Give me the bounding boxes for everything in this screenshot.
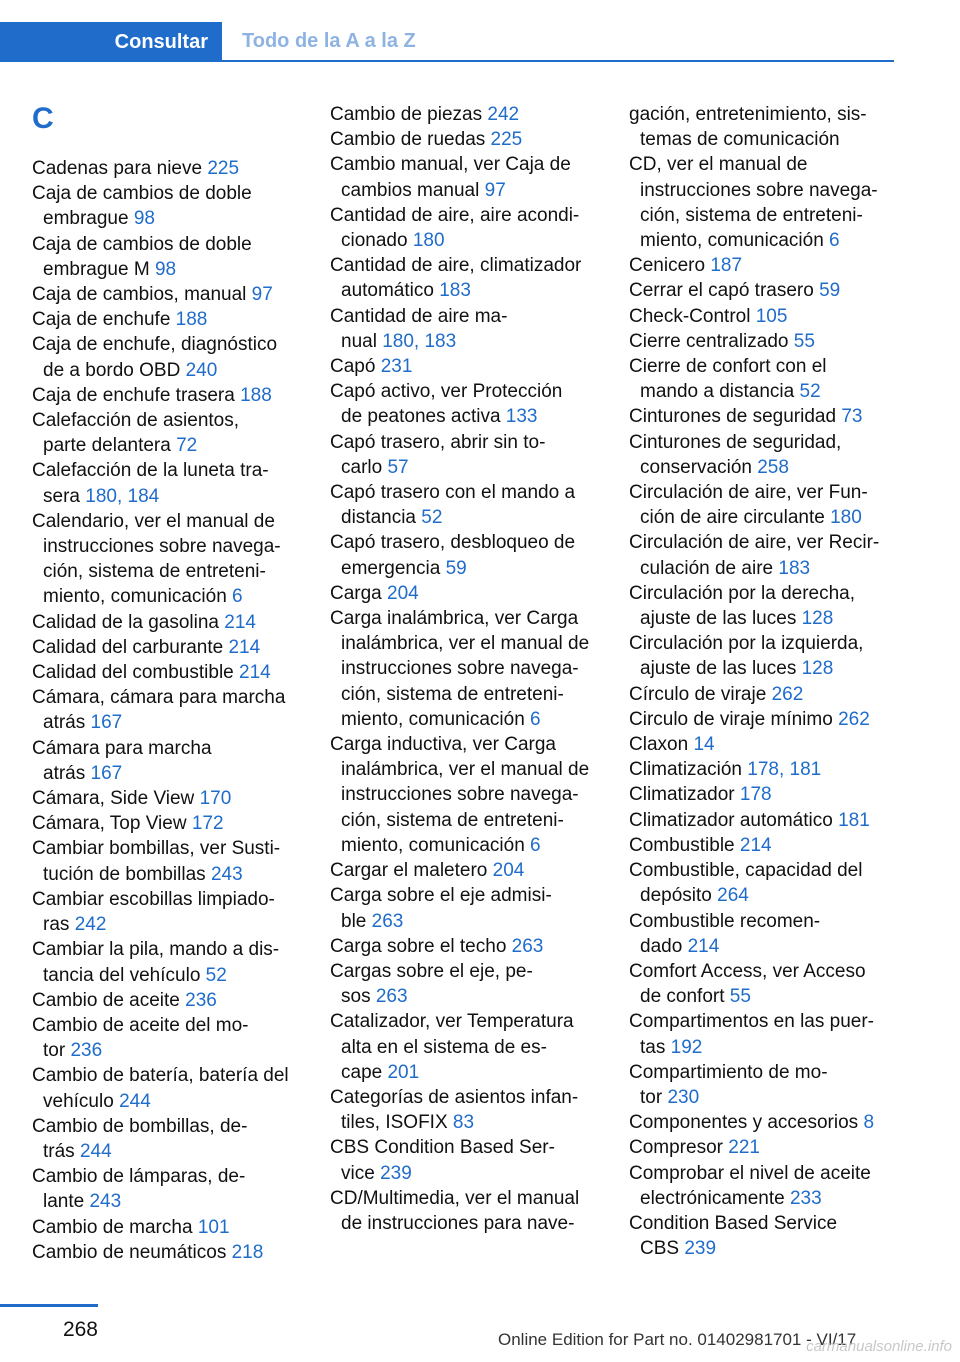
- index-entry: [629, 959, 909, 1009]
- entry-text: Combustible, capacidad del depósito: [629, 860, 863, 907]
- entry-text: Capó trasero, desbloqueo de emergencia: [330, 532, 576, 579]
- page-reference-link[interactable]: 101: [197, 1216, 230, 1238]
- entry-text: Circulación por la derecha, ajuste de las luces: [629, 582, 856, 630]
- page-reference-link[interactable]: 240: [185, 359, 218, 381]
- entry-text: Circulación de aire, ver Recir- culación de aire: [629, 532, 880, 579]
- index-entry: [330, 480, 610, 530]
- entry-text: Cámara para marcha atrás: [32, 737, 212, 784]
- entry-text: Caja de enchufe trasera: [32, 384, 235, 406]
- entry-text: Caja de enchufe: [32, 309, 171, 331]
- page-reference-link[interactable]: 180, 184: [85, 485, 160, 507]
- index-entry: [629, 581, 909, 631]
- index-entry: [32, 1240, 312, 1265]
- page-reference-link[interactable]: 263: [511, 935, 544, 957]
- page-reference-link[interactable]: 230: [667, 1086, 700, 1108]
- entry-text: Climatizador: [629, 784, 735, 806]
- page-reference-link[interactable]: 204: [492, 860, 525, 882]
- entry-text: Cambio de bombillas, de- trás: [32, 1115, 248, 1162]
- page-reference-link[interactable]: 214: [239, 662, 271, 684]
- entry-text: Cambio de aceite del mo- tor: [32, 1014, 249, 1062]
- index-entry: [32, 988, 312, 1013]
- index-entry: [629, 480, 909, 530]
- page-reference-link[interactable]: 83: [452, 1112, 475, 1134]
- index-entry: [330, 379, 610, 429]
- page-reference-link[interactable]: 262: [771, 683, 804, 705]
- index-entry: [330, 1186, 610, 1236]
- index-entry: [32, 509, 312, 610]
- entry-text: Círculo de viraje: [629, 683, 767, 705]
- entry-text: Cambio de ruedas: [330, 129, 486, 151]
- page-reference-link[interactable]: 6: [530, 834, 541, 856]
- page-reference-link[interactable]: 262: [838, 708, 870, 730]
- index-entry: [32, 156, 312, 181]
- page-reference-link[interactable]: 98: [154, 258, 177, 280]
- page-reference-link[interactable]: 133: [505, 406, 538, 428]
- index-entry: [32, 282, 312, 307]
- page-reference-link[interactable]: 52: [421, 507, 443, 529]
- index-column-1: [32, 102, 312, 1265]
- page-reference-link[interactable]: 167: [90, 762, 123, 784]
- page-number: 268: [62, 1318, 98, 1341]
- edition-note: Online Edition for Part no. 01402981701 - VI/17: [498, 1330, 857, 1349]
- entry-text: gación, entretenimiento, sis- temas de comunicación: [629, 104, 867, 151]
- page-reference-link[interactable]: 201: [387, 1061, 420, 1083]
- index-entry: [330, 530, 610, 580]
- section-letter: C: [32, 102, 54, 135]
- entry-text: Cambiar la pila, mando a dis- tancia del vehículo: [32, 939, 280, 986]
- page-reference-link[interactable]: 239: [684, 1238, 717, 1260]
- footer-rule: [0, 1304, 98, 1307]
- index-entry: [32, 836, 312, 886]
- entry-text: Combustible: [629, 834, 735, 856]
- index-entry: [32, 1063, 312, 1113]
- entry-text: Cargar el maletero: [330, 860, 488, 882]
- entry-text: Cierre de confort con el mando a distancia: [629, 356, 827, 403]
- index-entry: [330, 883, 610, 933]
- index-entry: [629, 732, 909, 757]
- index-entry: [629, 757, 909, 782]
- entry-text: Circulo de viraje mínimo: [629, 708, 833, 730]
- index-entry: [330, 732, 610, 858]
- index-entry: [32, 1164, 312, 1214]
- index-entry: [629, 808, 909, 833]
- index-entry: [32, 685, 312, 735]
- entry-text: Capó trasero con el mando a distancia: [330, 482, 576, 529]
- entry-text: Claxon: [629, 734, 689, 756]
- entry-text: Capó: [330, 356, 376, 378]
- entry-text: Componentes y accesorios: [629, 1112, 859, 1134]
- index-entry: [330, 1085, 610, 1135]
- index-entry: [629, 152, 909, 253]
- entry-text: CD, ver el manual de instrucciones sobre navega- ción, sistema de entreteni- miento, comunicación: [629, 154, 878, 252]
- entry-text: CD/Multimedia, ver el manual de instrucciones para nave-: [330, 1187, 580, 1234]
- page-reference-link[interactable]: 178, 181: [747, 759, 822, 781]
- tab-consultar[interactable]: Consultar: [0, 22, 222, 62]
- index-entry: [32, 610, 312, 635]
- page-reference-link[interactable]: 183: [439, 280, 471, 302]
- page-reference-link[interactable]: 242: [74, 914, 107, 936]
- page-reference-link[interactable]: 180, 183: [382, 330, 457, 352]
- entry-text: Cargas sobre el eje, pe- sos: [330, 960, 533, 1008]
- page-reference-link[interactable]: 6: [829, 230, 840, 252]
- page-reference-link[interactable]: 97: [251, 284, 273, 306]
- page-reference-link[interactable]: 225: [490, 129, 523, 151]
- entry-text: Caja de cambios de doble embrague M: [32, 233, 252, 280]
- index-entry: [32, 332, 312, 382]
- entry-text: Combustible recomen- dado: [629, 910, 821, 957]
- entry-text: Comfort Access, ver Acceso de confort: [629, 960, 866, 1008]
- entry-text: Cerrar el capó trasero: [629, 280, 814, 302]
- index-entry: [629, 404, 909, 429]
- index-entry: [32, 1215, 312, 1240]
- index-entry: [32, 635, 312, 660]
- entry-text: CBS Condition Based Ser- vice: [330, 1137, 555, 1184]
- page-reference-link[interactable]: 178: [739, 784, 772, 806]
- entry-text: Cambio de lámparas, de- lante: [32, 1166, 246, 1213]
- index-entry: [629, 1009, 909, 1059]
- page-reference-link[interactable]: 214: [687, 935, 720, 957]
- index-entry: [330, 102, 610, 127]
- index-entry: [629, 833, 909, 858]
- header-bar: [0, 0, 960, 62]
- index-entry: [629, 530, 909, 580]
- index-entry: [32, 307, 312, 332]
- page-reference-link[interactable]: 244: [79, 1140, 112, 1162]
- index-entry: [629, 1060, 909, 1110]
- entry-text: Cambio de aceite: [32, 989, 180, 1011]
- page-reference-link[interactable]: 236: [185, 989, 217, 1011]
- index-entry: [330, 304, 610, 354]
- page-reference-link[interactable]: 233: [789, 1187, 822, 1209]
- page-reference-link[interactable]: 221: [728, 1137, 760, 1159]
- index-entry: [330, 934, 610, 959]
- index-entry: [32, 736, 312, 786]
- index-entry: [32, 811, 312, 836]
- page-reference-link[interactable]: 264: [717, 885, 749, 907]
- index-entry: [330, 203, 610, 253]
- page-reference-link[interactable]: 258: [757, 456, 789, 478]
- entry-text: Cenicero: [629, 255, 706, 277]
- page-reference-link[interactable]: 204: [387, 582, 419, 604]
- index-entry: [629, 253, 909, 278]
- entry-text: Carga: [330, 582, 382, 604]
- entry-text: Caja de cambios, manual: [32, 284, 247, 306]
- entry-text: Cámara, Top View: [32, 813, 187, 835]
- index-entry: [330, 858, 610, 883]
- page-reference-link[interactable]: 55: [793, 330, 815, 352]
- index-entry: [32, 660, 312, 685]
- entry-text: Carga sobre el techo: [330, 935, 507, 957]
- index-entry: [629, 430, 909, 480]
- entry-text: Cantidad de aire, climatizador automático: [330, 255, 582, 302]
- entry-text: Cierre centralizado: [629, 330, 789, 352]
- page-reference-link[interactable]: 263: [375, 986, 408, 1008]
- index-entry: [330, 581, 610, 606]
- entry-text: Cambiar escobillas limpiado- ras: [32, 888, 275, 936]
- index-entry: [629, 354, 909, 404]
- entry-text: Caja de cambios de doble embrague: [32, 183, 252, 230]
- page-reference-link[interactable]: 52: [205, 964, 227, 986]
- page-reference-link[interactable]: 170: [199, 788, 232, 810]
- watermark: carmanualsonline.info: [806, 1338, 952, 1355]
- index-entry: [32, 383, 312, 408]
- entry-text: Compartimiento de mo- tor: [629, 1061, 828, 1108]
- page-reference-link[interactable]: 6: [232, 586, 243, 608]
- entry-text: Compresor: [629, 1137, 723, 1159]
- entry-text: Cambio de piezas: [330, 104, 483, 125]
- page-reference-link[interactable]: 180: [830, 507, 862, 529]
- entry-text: Calidad de la gasolina: [32, 611, 219, 633]
- index-entry: [629, 278, 909, 303]
- entry-text: Cambio de batería, batería del vehículo: [32, 1065, 289, 1112]
- index-entry: [330, 354, 610, 379]
- entry-text: Cinturones de seguridad: [629, 406, 837, 428]
- index-entry: [629, 1161, 909, 1211]
- page-reference-link[interactable]: 214: [739, 834, 772, 856]
- entry-text: Carga inalámbrica, ver Carga inalámbrica, ver el manual de instrucciones sobre navega- ción, sistema de entreteni- miento, comunicación: [330, 608, 590, 730]
- index-entry: [629, 304, 909, 329]
- page-reference-link[interactable]: 180: [412, 230, 445, 252]
- index-entry: [330, 127, 610, 152]
- entry-text: Cinturones de seguridad, conservación: [629, 431, 842, 478]
- entry-text: Capó activo, ver Protección de peatones activa: [330, 381, 563, 428]
- entry-text: Condition Based Service CBS: [629, 1212, 838, 1260]
- index-entry: [629, 909, 909, 959]
- page-reference-link[interactable]: 263: [371, 910, 404, 932]
- index-entry: [32, 181, 312, 231]
- entry-text: Climatizador automático: [629, 809, 833, 831]
- page-reference-link[interactable]: 188: [175, 309, 208, 331]
- entry-text: Calidad del carburante: [32, 636, 224, 658]
- index-entry: [32, 1114, 312, 1164]
- index-entry: [629, 682, 909, 707]
- page-reference-link[interactable]: 55: [729, 986, 751, 1008]
- page-reference-link[interactable]: 73: [841, 406, 863, 428]
- index-entry: [629, 858, 909, 908]
- index-entry: [32, 1013, 312, 1063]
- page-reference-link[interactable]: 6: [530, 708, 541, 730]
- entry-text: Caja de enchufe, diagnóstico de a bordo OBD: [32, 334, 278, 381]
- page-reference-link[interactable]: 167: [90, 712, 123, 734]
- entry-text: Climatización: [629, 759, 742, 781]
- index-entry: [629, 707, 909, 732]
- entry-text: Cadenas para nieve: [32, 158, 203, 179]
- page-reference-link[interactable]: 218: [231, 1241, 264, 1263]
- index-entry: [330, 959, 610, 1009]
- entry-text: Categorías de asientos infan- tiles, ISOFIX: [330, 1086, 579, 1134]
- page-reference-link[interactable]: 225: [207, 158, 240, 179]
- entry-text: Calidad del combustible: [32, 662, 234, 684]
- index-entry: [629, 102, 909, 152]
- header-rule: [222, 60, 894, 62]
- page-reference-link[interactable]: 181: [838, 809, 870, 831]
- index-entry: [629, 782, 909, 807]
- entry-text: Cantidad de aire, aire acondi- cionado: [330, 204, 580, 252]
- page-reference-link[interactable]: 59: [445, 557, 467, 579]
- page-reference-link[interactable]: 214: [224, 611, 256, 633]
- page-reference-link[interactable]: 244: [119, 1090, 151, 1112]
- page-reference-link[interactable]: 8: [863, 1112, 875, 1134]
- page-reference-link[interactable]: 192: [670, 1036, 703, 1058]
- page-reference-link[interactable]: 172: [191, 813, 224, 835]
- entry-text: Comprobar el nivel de aceite electrónicamente: [629, 1162, 871, 1209]
- entry-text: Catalizador, ver Temperatura alta en el sistema de es- cape: [330, 1011, 574, 1083]
- page-reference-link[interactable]: 242: [487, 104, 520, 125]
- entry-text: Calefacción de la luneta tra- sera: [32, 460, 269, 507]
- page-reference-link[interactable]: 128: [801, 608, 834, 630]
- page-reference-link[interactable]: 239: [380, 1162, 412, 1184]
- index-entry: [330, 152, 610, 202]
- page-reference-link[interactable]: 214: [228, 636, 261, 658]
- entry-text: Calendario, ver el manual de instrucciones sobre navega- ción, sistema de entreteni- miento, comunicación: [32, 510, 281, 608]
- index-entry: [330, 430, 610, 480]
- entry-text: Circulación de aire, ver Fun- ción de aire circulante: [629, 482, 868, 529]
- index-entry: [330, 253, 610, 303]
- index-entry: [32, 232, 312, 282]
- page-reference-link[interactable]: 243: [210, 863, 243, 885]
- entry-text: Cambio manual, ver Caja de cambios manual: [330, 154, 571, 201]
- entry-text: Carga sobre el eje admisi- ble: [330, 885, 552, 932]
- index-entry: [32, 887, 312, 937]
- index-column-2: [330, 102, 610, 1236]
- page-reference-link[interactable]: 187: [710, 255, 743, 277]
- page-reference-link[interactable]: 14: [693, 734, 715, 756]
- entry-text: Cámara, Side View: [32, 788, 195, 810]
- entry-text: Cambio de marcha: [32, 1216, 193, 1238]
- page-reference-link[interactable]: 243: [89, 1191, 122, 1213]
- page-reference-link[interactable]: 128: [801, 658, 834, 680]
- index-entry: [32, 937, 312, 987]
- index-entry: [629, 1135, 909, 1160]
- entry-text: Circulación por la izquierda, ajuste de las luces: [629, 633, 864, 680]
- page-reference-link[interactable]: 236: [70, 1040, 103, 1062]
- index-entry: [330, 1009, 610, 1085]
- index-entry: [629, 1211, 909, 1261]
- index-entry: [32, 458, 312, 508]
- page-reference-link[interactable]: 59: [819, 280, 841, 302]
- entry-text: Cantidad de aire ma- nual: [330, 305, 508, 352]
- entry-text: Compartimentos en las puer- tas: [629, 1011, 874, 1058]
- page-reference-link[interactable]: 97: [484, 179, 506, 201]
- page-reference-link[interactable]: 98: [133, 208, 155, 230]
- tab-todo-a-z[interactable]: Todo de la A a la Z: [242, 30, 416, 52]
- index-entry: [629, 631, 909, 681]
- index-column-3: [629, 102, 909, 1261]
- entry-text: Check-Control: [629, 305, 751, 327]
- page-reference-link[interactable]: 57: [387, 456, 409, 478]
- page-reference-link[interactable]: 183: [778, 557, 811, 579]
- page-reference-link[interactable]: 105: [755, 305, 788, 327]
- entry-text: Carga inductiva, ver Carga inalámbrica, ver el manual de instrucciones sobre navega- ción, sistema de entreteni- miento, comunicación: [330, 734, 590, 856]
- entry-text: Cámara, cámara para marcha atrás: [32, 687, 286, 734]
- page-reference-link[interactable]: 188: [240, 384, 272, 406]
- index-entry: [32, 786, 312, 811]
- index-entry: [330, 606, 610, 732]
- index-entry: [330, 1135, 610, 1185]
- page-reference-link[interactable]: 231: [380, 356, 413, 378]
- entry-text: Capó trasero, abrir sin to- carlo: [330, 431, 546, 478]
- index-entry: [629, 1110, 909, 1135]
- entry-text: Calefacción de asientos, parte delantera: [32, 410, 240, 457]
- index-entry: [32, 408, 312, 458]
- page-reference-link[interactable]: 72: [176, 435, 198, 457]
- entry-text: Cambiar bombillas, ver Susti- tución de bombillas: [32, 838, 281, 885]
- entry-text: Cambio de neumáticos: [32, 1241, 227, 1263]
- index-entry: [629, 329, 909, 354]
- page-reference-link[interactable]: 52: [799, 381, 821, 403]
